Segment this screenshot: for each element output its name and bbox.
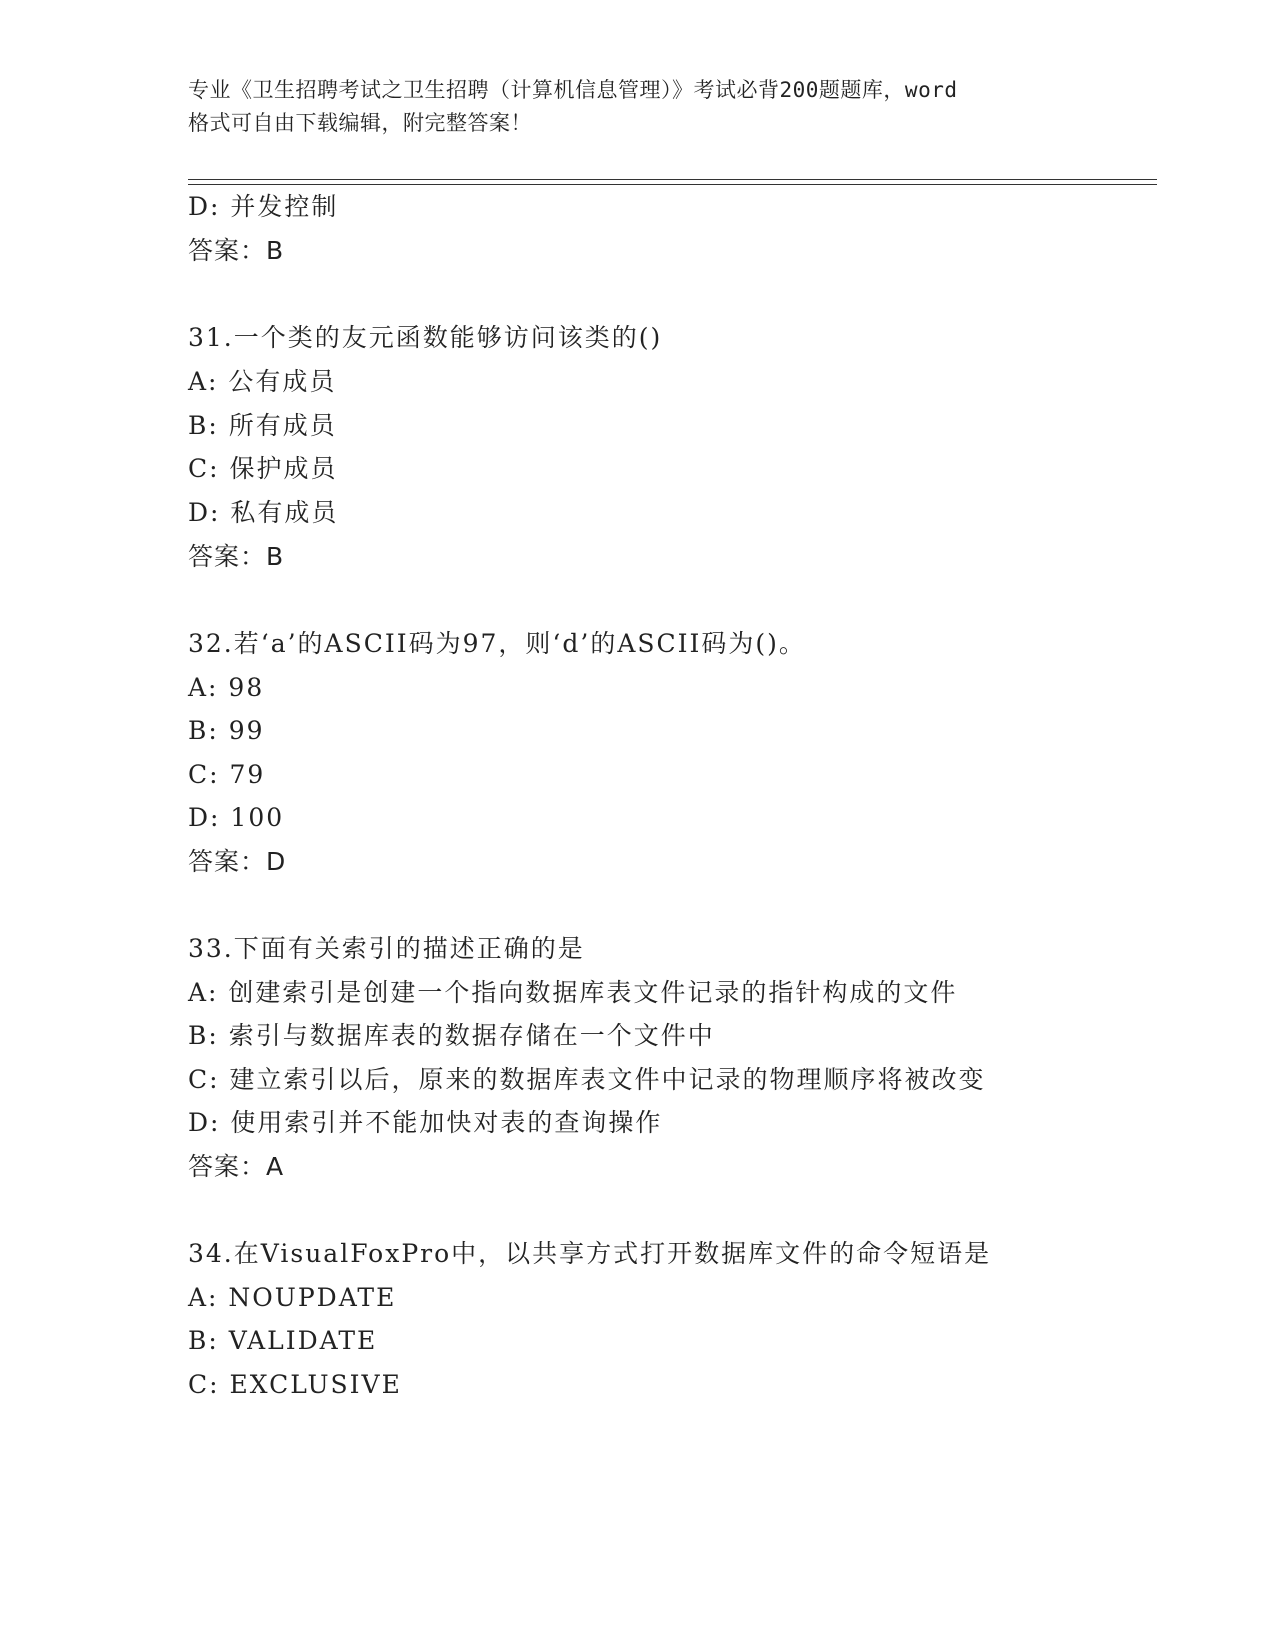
question-33-option-d: D: 使用索引并不能加快对表的查询操作 [188, 1108, 663, 1137]
question-33-option-c: C: 建立索引以后，原来的数据库表文件中记录的物理顺序将被改变 [188, 1065, 986, 1094]
question-32-option-c: C: 79 [188, 760, 266, 789]
question-32-answer: 答案：D [188, 847, 287, 876]
header-divider-top [188, 179, 1157, 180]
prev-answer: 答案：B [188, 236, 285, 265]
question-34-stem: 34.在VisualFoxPro中，以共享方式打开数据库文件的命令短语是 [188, 1239, 992, 1268]
document-header [188, 74, 1088, 140]
question-31-option-c: C: 保护成员 [188, 454, 338, 483]
question-32-option-b: B: 99 [188, 716, 265, 745]
question-34-option-b: B: VALIDATE [188, 1326, 378, 1355]
question-31-answer: 答案：B [188, 542, 285, 571]
question-33-option-b: B: 索引与数据库表的数据存储在一个文件中 [188, 1021, 715, 1050]
header-divider-bottom [188, 184, 1157, 185]
question-32-option-d: D: 100 [188, 803, 285, 832]
header-line-1: 专业《卫生招聘考试之卫生招聘（计算机信息管理）》考试必背200题题库，word [188, 78, 958, 102]
prev-option-d: D: 并发控制 [188, 192, 339, 221]
question-31-stem: 31.一个类的友元函数能够访问该类的() [188, 323, 663, 352]
question-32-option-a: A: 98 [188, 673, 265, 702]
question-33-answer: 答案：A [188, 1152, 285, 1181]
question-34-option-c: C: EXCLUSIVE [188, 1370, 402, 1399]
question-33-stem: 33.下面有关索引的描述正确的是 [188, 934, 585, 963]
question-32-stem: 32.若‘a’的ASCII码为97，则‘d’的ASCII码为()。 [188, 629, 806, 658]
question-33-option-a: A: 创建索引是创建一个指向数据库表文件记录的指针构成的文件 [188, 978, 958, 1007]
question-31-option-d: D: 私有成员 [188, 498, 339, 527]
question-31-option-b: B: 所有成员 [188, 411, 337, 440]
question-34-option-a: A: NOUPDATE [188, 1283, 397, 1312]
header-line-2: 格式可自由下载编辑，附完整答案！ [188, 111, 532, 135]
question-31-option-a: A: 公有成员 [188, 367, 337, 396]
